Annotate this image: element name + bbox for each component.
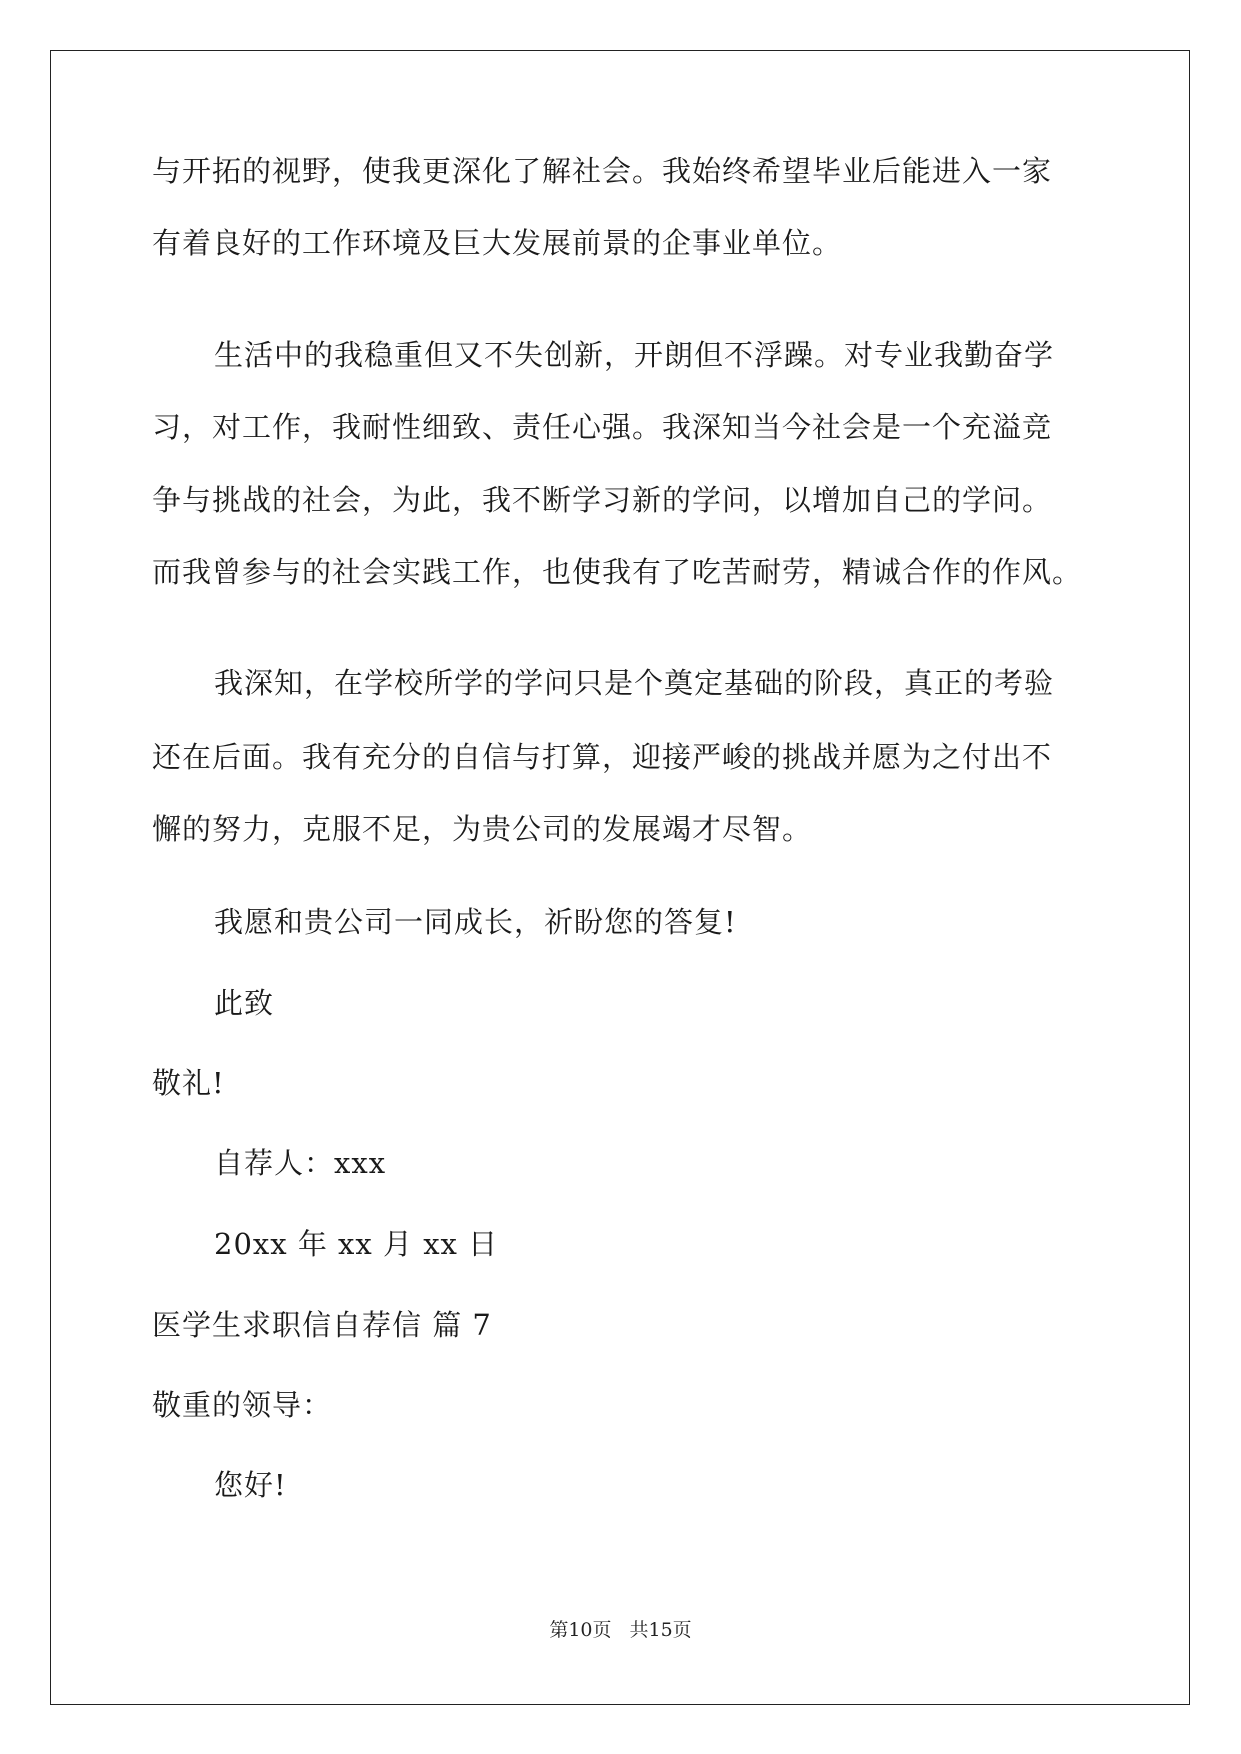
page-number-total: 共15页 bbox=[629, 1619, 692, 1641]
paragraph-line: 生活中的我稳重但又不失创新，开朗但不浮躁。对专业我勤奋学 bbox=[214, 338, 1055, 372]
paragraph-line: 我深知，在学校所学的学问只是个奠定基础的阶段，真正的考验 bbox=[214, 666, 1055, 700]
paragraph-line: 还在后面。我有充分的自信与打算，迎接严峻的挑战并愿为之付出不 bbox=[152, 740, 1053, 774]
signature-line: 自荐人：xxx bbox=[214, 1146, 387, 1180]
paragraph-line: 与开拓的视野，使我更深化了解社会。我始终希望毕业后能进入一家 bbox=[152, 154, 1053, 188]
salutation-cizhi: 此致 bbox=[214, 986, 275, 1020]
greeting-recipient: 敬重的领导： bbox=[152, 1388, 333, 1422]
closing-line: 我愿和贵公司一同成长，祈盼您的答复! bbox=[214, 905, 737, 939]
date-line: 20xx 年 xx 月 xx 日 bbox=[214, 1227, 499, 1261]
salutation-jingli: 敬礼! bbox=[152, 1066, 225, 1100]
paragraph-line: 争与挑战的社会，为此，我不断学习新的学问，以增加自己的学问。 bbox=[152, 483, 1053, 517]
paragraph-line: 有着良好的工作环境及巨大发展前景的企事业单位。 bbox=[152, 226, 843, 260]
paragraph-line: 懈的努力，克服不足，为贵公司的发展竭才尽智。 bbox=[152, 812, 813, 846]
section-heading: 医学生求职信自荐信 篇 7 bbox=[152, 1308, 492, 1342]
paragraph-line: 习，对工作，我耐性细致、责任心强。我深知当今社会是一个充溢竞 bbox=[152, 410, 1053, 444]
page-number-current: 第10页 bbox=[549, 1619, 612, 1641]
page-border bbox=[50, 50, 1190, 1705]
page-footer bbox=[0, 1618, 1241, 1642]
paragraph-line: 而我曾参与的社会实践工作，也使我有了吃苦耐劳，精诚合作的作风。 bbox=[152, 555, 1083, 589]
greeting-hello: 您好! bbox=[214, 1468, 287, 1502]
